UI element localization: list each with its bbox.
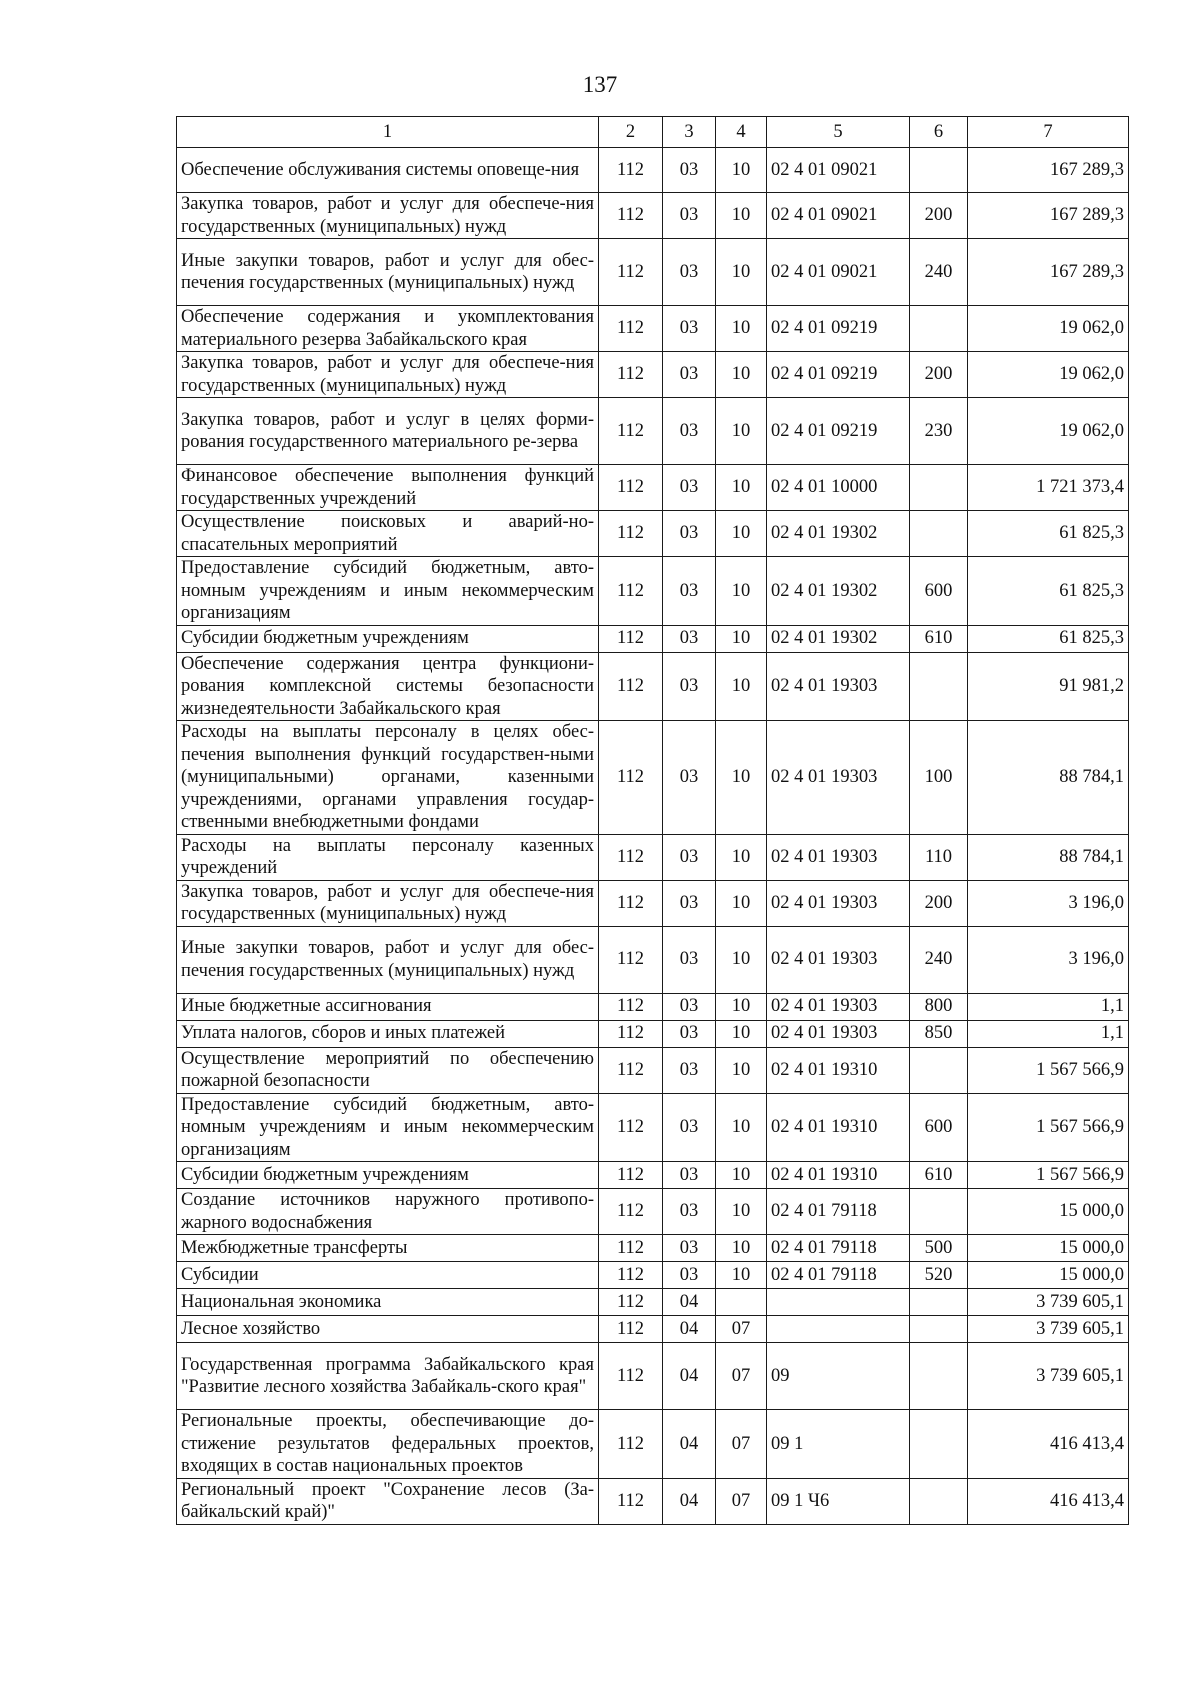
row-target-code	[767, 1316, 910, 1343]
row-amount: 19 062,0	[968, 398, 1129, 465]
row-expense-type: 610	[910, 625, 968, 652]
row-subsection-code: 07	[716, 1343, 767, 1410]
row-section-code: 03	[663, 880, 716, 926]
row-name: Обеспечение содержания центра функциони-рования комплексной системы безопасности жизнедеятельности Забайкальского края	[177, 652, 599, 721]
row-name: Субсидии	[177, 1262, 599, 1289]
row-name: Национальная экономика	[177, 1289, 599, 1316]
row-subsection-code: 10	[716, 352, 767, 398]
table-row	[177, 465, 1129, 511]
table-row	[177, 1020, 1129, 1047]
row-subsection-code: 07	[716, 1478, 767, 1524]
row-expense-type: 200	[910, 193, 968, 239]
row-subsection-code: 10	[716, 834, 767, 880]
row-ministry-code: 112	[599, 1020, 663, 1047]
row-ministry-code: 112	[599, 465, 663, 511]
row-target-code: 02 4 01 19302	[767, 557, 910, 626]
row-subsection-code: 10	[716, 306, 767, 352]
row-name: Межбюджетные трансферты	[177, 1235, 599, 1262]
table-row	[177, 625, 1129, 652]
row-amount: 167 289,3	[968, 239, 1129, 306]
row-expense-type: 600	[910, 1093, 968, 1162]
row-expense-type	[910, 1478, 968, 1524]
table-row	[177, 1343, 1129, 1410]
row-ministry-code: 112	[599, 1289, 663, 1316]
row-subsection-code: 10	[716, 465, 767, 511]
row-expense-type: 610	[910, 1162, 968, 1189]
row-subsection-code: 10	[716, 1162, 767, 1189]
row-section-code: 03	[663, 148, 716, 193]
row-name: Уплата налогов, сборов и иных платежей	[177, 1020, 599, 1047]
row-expense-type: 240	[910, 239, 968, 306]
row-amount: 167 289,3	[968, 193, 1129, 239]
row-name: Обеспечение обслуживания системы оповеще-ния	[177, 148, 599, 193]
row-ministry-code: 112	[599, 511, 663, 557]
row-expense-type	[910, 1316, 968, 1343]
table-row	[177, 193, 1129, 239]
row-name: Закупка товаров, работ и услуг для обеспече-ния государственных (муниципальных) нужд	[177, 880, 599, 926]
row-ministry-code: 112	[599, 306, 663, 352]
row-expense-type: 200	[910, 880, 968, 926]
row-amount: 88 784,1	[968, 721, 1129, 835]
row-ministry-code: 112	[599, 1478, 663, 1524]
row-subsection-code: 10	[716, 721, 767, 835]
row-target-code: 02 4 01 19310	[767, 1047, 910, 1093]
row-subsection-code: 10	[716, 193, 767, 239]
row-section-code: 03	[663, 1262, 716, 1289]
row-name: Иные бюджетные ассигнования	[177, 993, 599, 1020]
table-row	[177, 1289, 1129, 1316]
table-row	[177, 1262, 1129, 1289]
row-ministry-code: 112	[599, 398, 663, 465]
row-subsection-code: 10	[716, 880, 767, 926]
table-row	[177, 1047, 1129, 1093]
row-section-code: 03	[663, 834, 716, 880]
row-target-code: 02 4 01 19302	[767, 511, 910, 557]
row-name: Расходы на выплаты персоналу в целях обес-печения выполнения функций государствен-ными (муниципальными) органами, казенными учреждениями, органами управления государ-ственными внебюджетными фондами	[177, 721, 599, 835]
row-expense-type	[910, 1410, 968, 1479]
table-row	[177, 1235, 1129, 1262]
row-amount: 3 739 605,1	[968, 1343, 1129, 1410]
row-name: Создание источников наружного противопо-жарного водоснабжения	[177, 1189, 599, 1235]
table-row	[177, 834, 1129, 880]
row-section-code: 03	[663, 1047, 716, 1093]
row-name: Закупка товаров, работ и услуг для обеспече-ния государственных (муниципальных) нужд	[177, 352, 599, 398]
row-section-code: 03	[663, 1162, 716, 1189]
row-expense-type: 500	[910, 1235, 968, 1262]
row-section-code: 03	[663, 1235, 716, 1262]
row-subsection-code: 10	[716, 993, 767, 1020]
row-ministry-code: 112	[599, 1316, 663, 1343]
row-name: Осуществление поисковых и аварий-но-спасательных мероприятий	[177, 511, 599, 557]
row-amount: 15 000,0	[968, 1189, 1129, 1235]
row-ministry-code: 112	[599, 1162, 663, 1189]
row-name: Закупка товаров, работ и услуг для обеспече-ния государственных (муниципальных) нужд	[177, 193, 599, 239]
row-subsection-code: 10	[716, 511, 767, 557]
row-section-code: 03	[663, 239, 716, 306]
row-ministry-code: 112	[599, 1189, 663, 1235]
row-expense-type: 520	[910, 1262, 968, 1289]
row-ministry-code: 112	[599, 1410, 663, 1479]
row-target-code: 02 4 01 19303	[767, 926, 910, 993]
row-subsection-code: 10	[716, 926, 767, 993]
table-row	[177, 1189, 1129, 1235]
col-header-2: 2	[599, 117, 663, 148]
table-row	[177, 993, 1129, 1020]
row-target-code: 09 1	[767, 1410, 910, 1479]
row-expense-type: 850	[910, 1020, 968, 1047]
row-amount: 61 825,3	[968, 511, 1129, 557]
row-expense-type	[910, 306, 968, 352]
row-ministry-code: 112	[599, 1343, 663, 1410]
row-expense-type	[910, 1047, 968, 1093]
row-amount: 61 825,3	[968, 625, 1129, 652]
row-amount: 3 739 605,1	[968, 1316, 1129, 1343]
row-amount: 3 739 605,1	[968, 1289, 1129, 1316]
table-row	[177, 511, 1129, 557]
row-section-code: 03	[663, 352, 716, 398]
row-target-code: 09 1 Ч6	[767, 1478, 910, 1524]
row-amount: 91 981,2	[968, 652, 1129, 721]
row-amount: 167 289,3	[968, 148, 1129, 193]
row-target-code: 02 4 01 09021	[767, 239, 910, 306]
row-section-code: 04	[663, 1289, 716, 1316]
row-target-code: 02 4 01 10000	[767, 465, 910, 511]
row-target-code: 02 4 01 19303	[767, 834, 910, 880]
row-name: Осуществление мероприятий по обеспечению пожарной безопасности	[177, 1047, 599, 1093]
row-subsection-code: 10	[716, 557, 767, 626]
row-section-code: 03	[663, 1020, 716, 1047]
table-row	[177, 1316, 1129, 1343]
row-subsection-code: 10	[716, 1020, 767, 1047]
row-subsection-code: 10	[716, 1235, 767, 1262]
col-header-3: 3	[663, 117, 716, 148]
table-row	[177, 1093, 1129, 1162]
row-name: Иные закупки товаров, работ и услуг для обес-печения государственных (муниципальных) нужд	[177, 926, 599, 993]
row-target-code: 02 4 01 09219	[767, 306, 910, 352]
row-section-code: 03	[663, 926, 716, 993]
table-row	[177, 1410, 1129, 1479]
row-expense-type: 800	[910, 993, 968, 1020]
row-target-code: 02 4 01 79118	[767, 1235, 910, 1262]
table-row	[177, 306, 1129, 352]
row-ministry-code: 112	[599, 352, 663, 398]
row-expense-type	[910, 465, 968, 511]
col-header-5: 5	[767, 117, 910, 148]
table-row	[177, 352, 1129, 398]
row-amount: 1,1	[968, 1020, 1129, 1047]
row-amount: 15 000,0	[968, 1262, 1129, 1289]
row-target-code: 02 4 01 79118	[767, 1189, 910, 1235]
row-target-code: 02 4 01 19303	[767, 652, 910, 721]
row-amount: 1 567 566,9	[968, 1162, 1129, 1189]
row-section-code: 03	[663, 193, 716, 239]
col-header-7: 7	[968, 117, 1129, 148]
col-header-6: 6	[910, 117, 968, 148]
row-section-code: 03	[663, 557, 716, 626]
row-name: Лесное хозяйство	[177, 1316, 599, 1343]
row-expense-type	[910, 652, 968, 721]
row-section-code: 03	[663, 1189, 716, 1235]
row-section-code: 03	[663, 652, 716, 721]
row-name: Региональные проекты, обеспечивающие до-стижение результатов федеральных проектов, входящих в состав национальных проектов	[177, 1410, 599, 1479]
row-section-code: 04	[663, 1343, 716, 1410]
col-header-4: 4	[716, 117, 767, 148]
table-row	[177, 926, 1129, 993]
row-expense-type	[910, 1289, 968, 1316]
row-subsection-code: 10	[716, 398, 767, 465]
row-expense-type: 200	[910, 352, 968, 398]
row-subsection-code: 07	[716, 1316, 767, 1343]
row-section-code: 03	[663, 511, 716, 557]
row-subsection-code: 10	[716, 652, 767, 721]
row-name: Иные закупки товаров, работ и услуг для обес-печения государственных (муниципальных) нужд	[177, 239, 599, 306]
row-subsection-code: 10	[716, 1093, 767, 1162]
row-ministry-code: 112	[599, 880, 663, 926]
row-subsection-code: 10	[716, 148, 767, 193]
row-section-code: 03	[663, 1093, 716, 1162]
row-expense-type: 600	[910, 557, 968, 626]
row-name: Обеспечение содержания и укомплектования материального резерва Забайкальского края	[177, 306, 599, 352]
row-ministry-code: 112	[599, 926, 663, 993]
row-expense-type: 100	[910, 721, 968, 835]
row-ministry-code: 112	[599, 1262, 663, 1289]
row-amount: 88 784,1	[968, 834, 1129, 880]
row-subsection-code	[716, 1289, 767, 1316]
row-ministry-code: 112	[599, 993, 663, 1020]
row-target-code: 02 4 01 09219	[767, 352, 910, 398]
row-name: Расходы на выплаты персоналу казенных учреждений	[177, 834, 599, 880]
row-ministry-code: 112	[599, 557, 663, 626]
row-expense-type	[910, 511, 968, 557]
header-row	[177, 117, 1129, 148]
row-subsection-code: 07	[716, 1410, 767, 1479]
row-target-code: 02 4 01 19310	[767, 1162, 910, 1189]
row-target-code: 09	[767, 1343, 910, 1410]
row-section-code: 03	[663, 398, 716, 465]
row-expense-type: 110	[910, 834, 968, 880]
row-expense-type	[910, 1189, 968, 1235]
table-row	[177, 880, 1129, 926]
row-amount: 1,1	[968, 993, 1129, 1020]
row-amount: 19 062,0	[968, 352, 1129, 398]
table-row	[177, 557, 1129, 626]
row-ministry-code: 112	[599, 148, 663, 193]
row-section-code: 03	[663, 993, 716, 1020]
table-row	[177, 148, 1129, 193]
row-ministry-code: 112	[599, 1235, 663, 1262]
row-name: Субсидии бюджетным учреждениям	[177, 625, 599, 652]
table-row	[177, 721, 1129, 835]
row-subsection-code: 10	[716, 1189, 767, 1235]
row-section-code: 04	[663, 1316, 716, 1343]
row-amount: 3 196,0	[968, 926, 1129, 993]
row-subsection-code: 10	[716, 1262, 767, 1289]
row-ministry-code: 112	[599, 1093, 663, 1162]
row-target-code: 02 4 01 19302	[767, 625, 910, 652]
row-ministry-code: 112	[599, 834, 663, 880]
row-amount: 1 721 373,4	[968, 465, 1129, 511]
row-amount: 3 196,0	[968, 880, 1129, 926]
row-ministry-code: 112	[599, 239, 663, 306]
table-row	[177, 1162, 1129, 1189]
row-ministry-code: 112	[599, 721, 663, 835]
row-target-code: 02 4 01 19310	[767, 1093, 910, 1162]
row-ministry-code: 112	[599, 193, 663, 239]
row-section-code: 03	[663, 465, 716, 511]
table-row	[177, 652, 1129, 721]
row-section-code: 04	[663, 1478, 716, 1524]
row-ministry-code: 112	[599, 1047, 663, 1093]
row-target-code: 02 4 01 09219	[767, 398, 910, 465]
row-amount: 416 413,4	[968, 1478, 1129, 1524]
row-amount: 1 567 566,9	[968, 1047, 1129, 1093]
page-number: 137	[582, 72, 618, 97]
row-target-code: 02 4 01 19303	[767, 880, 910, 926]
table-row	[177, 1478, 1129, 1524]
row-expense-type	[910, 148, 968, 193]
row-amount: 61 825,3	[968, 557, 1129, 626]
row-amount: 416 413,4	[968, 1410, 1129, 1479]
table-row	[177, 398, 1129, 465]
row-expense-type	[910, 1343, 968, 1410]
row-amount: 19 062,0	[968, 306, 1129, 352]
row-amount: 1 567 566,9	[968, 1093, 1129, 1162]
row-section-code: 03	[663, 721, 716, 835]
row-ministry-code: 112	[599, 652, 663, 721]
row-expense-type: 230	[910, 398, 968, 465]
row-name: Предоставление субсидий бюджетным, авто-номным учреждениям и иным некоммерческим организациям	[177, 1093, 599, 1162]
row-section-code: 03	[663, 306, 716, 352]
row-target-code: 02 4 01 09021	[767, 193, 910, 239]
row-section-code: 04	[663, 1410, 716, 1479]
col-header-1: 1	[177, 117, 599, 148]
row-section-code: 03	[663, 625, 716, 652]
row-subsection-code: 10	[716, 1047, 767, 1093]
row-target-code: 02 4 01 79118	[767, 1262, 910, 1289]
row-subsection-code: 10	[716, 625, 767, 652]
row-target-code	[767, 1289, 910, 1316]
row-subsection-code: 10	[716, 239, 767, 306]
row-target-code: 02 4 01 19303	[767, 721, 910, 835]
row-ministry-code: 112	[599, 625, 663, 652]
row-name: Государственная программа Забайкальского края "Развитие лесного хозяйства Забайкаль-ского края"	[177, 1343, 599, 1410]
row-expense-type: 240	[910, 926, 968, 993]
budget-table	[176, 116, 1129, 1525]
table-row	[177, 239, 1129, 306]
row-target-code: 02 4 01 09021	[767, 148, 910, 193]
row-name: Субсидии бюджетным учреждениям	[177, 1162, 599, 1189]
row-name: Финансовое обеспечение выполнения функций государственных учреждений	[177, 465, 599, 511]
row-amount: 15 000,0	[968, 1235, 1129, 1262]
row-target-code: 02 4 01 19303	[767, 993, 910, 1020]
row-name: Региональный проект "Сохранение лесов (За-байкальский край)"	[177, 1478, 599, 1524]
row-name: Закупка товаров, работ и услуг в целях форми-рования государственного материального ре-зерва	[177, 398, 599, 465]
row-target-code: 02 4 01 19303	[767, 1020, 910, 1047]
row-name: Предоставление субсидий бюджетным, авто-номным учреждениям и иным некоммерческим организациям	[177, 557, 599, 626]
